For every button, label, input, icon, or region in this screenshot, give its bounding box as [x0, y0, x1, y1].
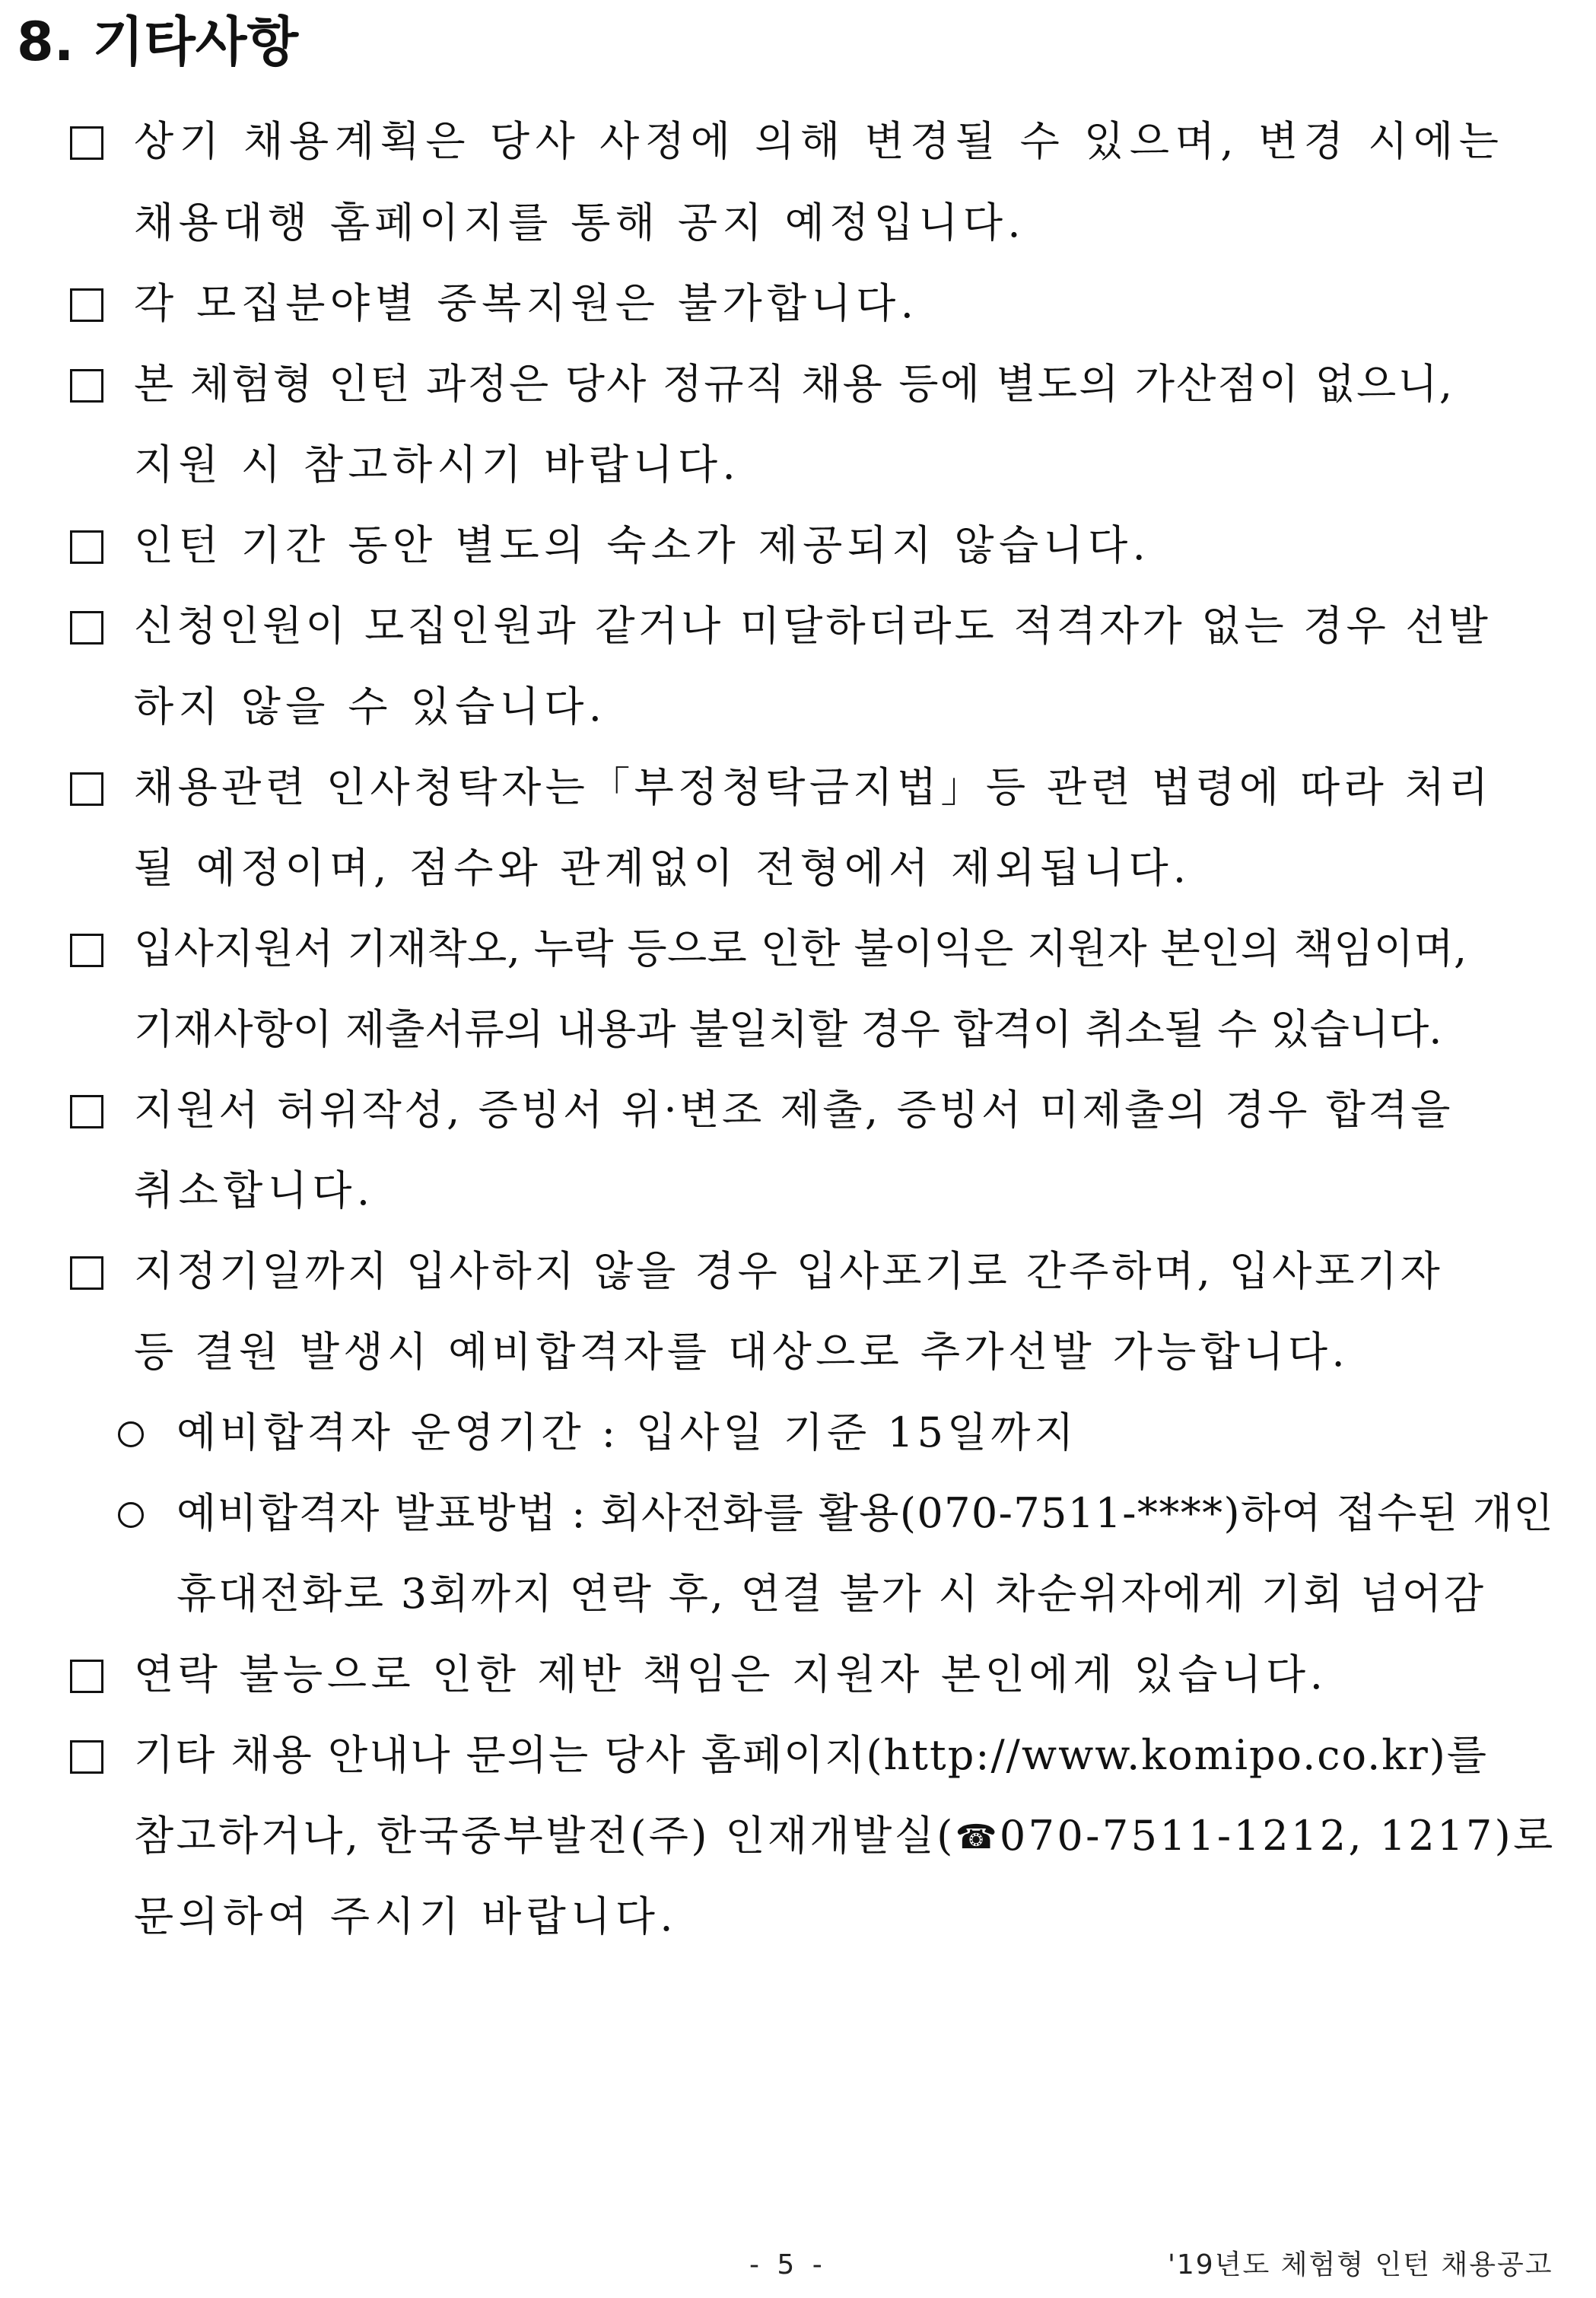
- checkbox-bullet: [70, 934, 103, 967]
- circle-bullet: [118, 1502, 144, 1528]
- circle-bullet: [118, 1421, 144, 1447]
- sub-item-1-line-1: 예비합격자 운영기간 : 입사일 기준 15일까지: [176, 1408, 1078, 1456]
- notice-11-line-2: [134, 1809, 1556, 1863]
- notice-6-line-2: 될 예정이며, 점수와 관계없이 전형에서 제외됩니다.: [134, 844, 1191, 892]
- notice-11-line-1: 기타 채용 안내나 문의는 당사 홈페이지(http://www.komipo.co.kr)를: [134, 1731, 1489, 1779]
- contact-prefix: 참고하거나, 한국중부발전(주) 인재개발실(: [134, 1812, 955, 1860]
- sub-item-2-line-1: 예비합격자 발표방법 : 회사전화를 활용(070-7511-****)하여 접수된 개인: [176, 1489, 1555, 1537]
- notice-7-line-1: 입사지원서 기재착오, 누락 등으로 인한 불이익은 지원자 본인의 책임이며,: [134, 925, 1467, 972]
- checkbox-bullet: [70, 288, 103, 322]
- notice-1-line-2: 채용대행 홈페이지를 통해 공지 예정입니다.: [134, 199, 1025, 247]
- sub-item-2-line-2: 휴대전화로 3회까지 연락 후, 연결 불가 시 차순위자에게 기회 넘어감: [176, 1570, 1486, 1618]
- checkbox-bullet: [70, 126, 103, 160]
- notice-5-line-1: 신청인원이 모집인원과 같거나 미달하더라도 적격자가 없는 경우 선발: [134, 602, 1492, 650]
- notice-1-line-1: 상기 채용계획은 당사 사정에 의해 변경될 수 있으며, 변경 시에는: [134, 117, 1505, 165]
- telephone-icon: ☎: [955, 1818, 1000, 1857]
- checkbox-bullet: [70, 530, 103, 564]
- checkbox-bullet: [70, 1095, 103, 1128]
- footer-document-title: '19년도 체험형 인턴 채용공고: [1168, 2249, 1553, 2280]
- checkbox-bullet: [70, 772, 103, 806]
- notice-6-line-1: 채용관련 인사청탁자는「부정청탁금지법」등 관련 법령에 따라 처리: [134, 763, 1493, 811]
- checkbox-bullet: [70, 1660, 103, 1693]
- checkbox-bullet: [70, 1256, 103, 1290]
- notice-7-line-2: 기재사항이 제출서류의 내용과 불일치할 경우 합격이 취소될 수 있습니다.: [134, 1005, 1442, 1053]
- checkbox-bullet: [70, 611, 103, 645]
- checkbox-bullet: [70, 1740, 103, 1774]
- notice-8-line-2: 취소합니다.: [134, 1167, 375, 1214]
- section-title: 8. 기타사항: [17, 11, 299, 73]
- notice-2-line-1: 각 모집분야별 중복지원은 불가합니다.: [134, 279, 919, 327]
- contact-phone: 070-7511-1212, 1217)로: [999, 1812, 1556, 1860]
- notice-5-line-2: 하지 않을 수 있습니다.: [134, 683, 607, 730]
- notice-9-line-2: 등 결원 발생시 예비합격자를 대상으로 추가선발 가능합니다.: [134, 1328, 1350, 1376]
- notice-9-line-1: 지정기일까지 입사하지 않을 경우 입사포기로 간주하며, 입사포기자: [134, 1247, 1443, 1295]
- notice-8-line-1: 지원서 허위작성, 증빙서 위·변조 제출, 증빙서 미제출의 경우 합격을: [134, 1086, 1454, 1134]
- notice-11-line-3: 문의하여 주시기 바랍니다.: [134, 1892, 678, 1940]
- notice-10-line-1: 연락 불능으로 인한 제반 책임은 지원자 본인에게 있습니다.: [134, 1650, 1327, 1698]
- notice-4-line-1: 인턴 기간 동안 별도의 숙소가 제공되지 않습니다.: [134, 521, 1151, 569]
- notice-3-line-1: 본 체험형 인턴 과정은 당사 정규직 채용 등에 별도의 가산점이 없으니,: [134, 360, 1455, 408]
- checkbox-bullet: [70, 369, 103, 403]
- page-number: - 5 -: [749, 2249, 827, 2280]
- notice-3-line-2: 지원 시 참고하시기 바랍니다.: [134, 441, 741, 489]
